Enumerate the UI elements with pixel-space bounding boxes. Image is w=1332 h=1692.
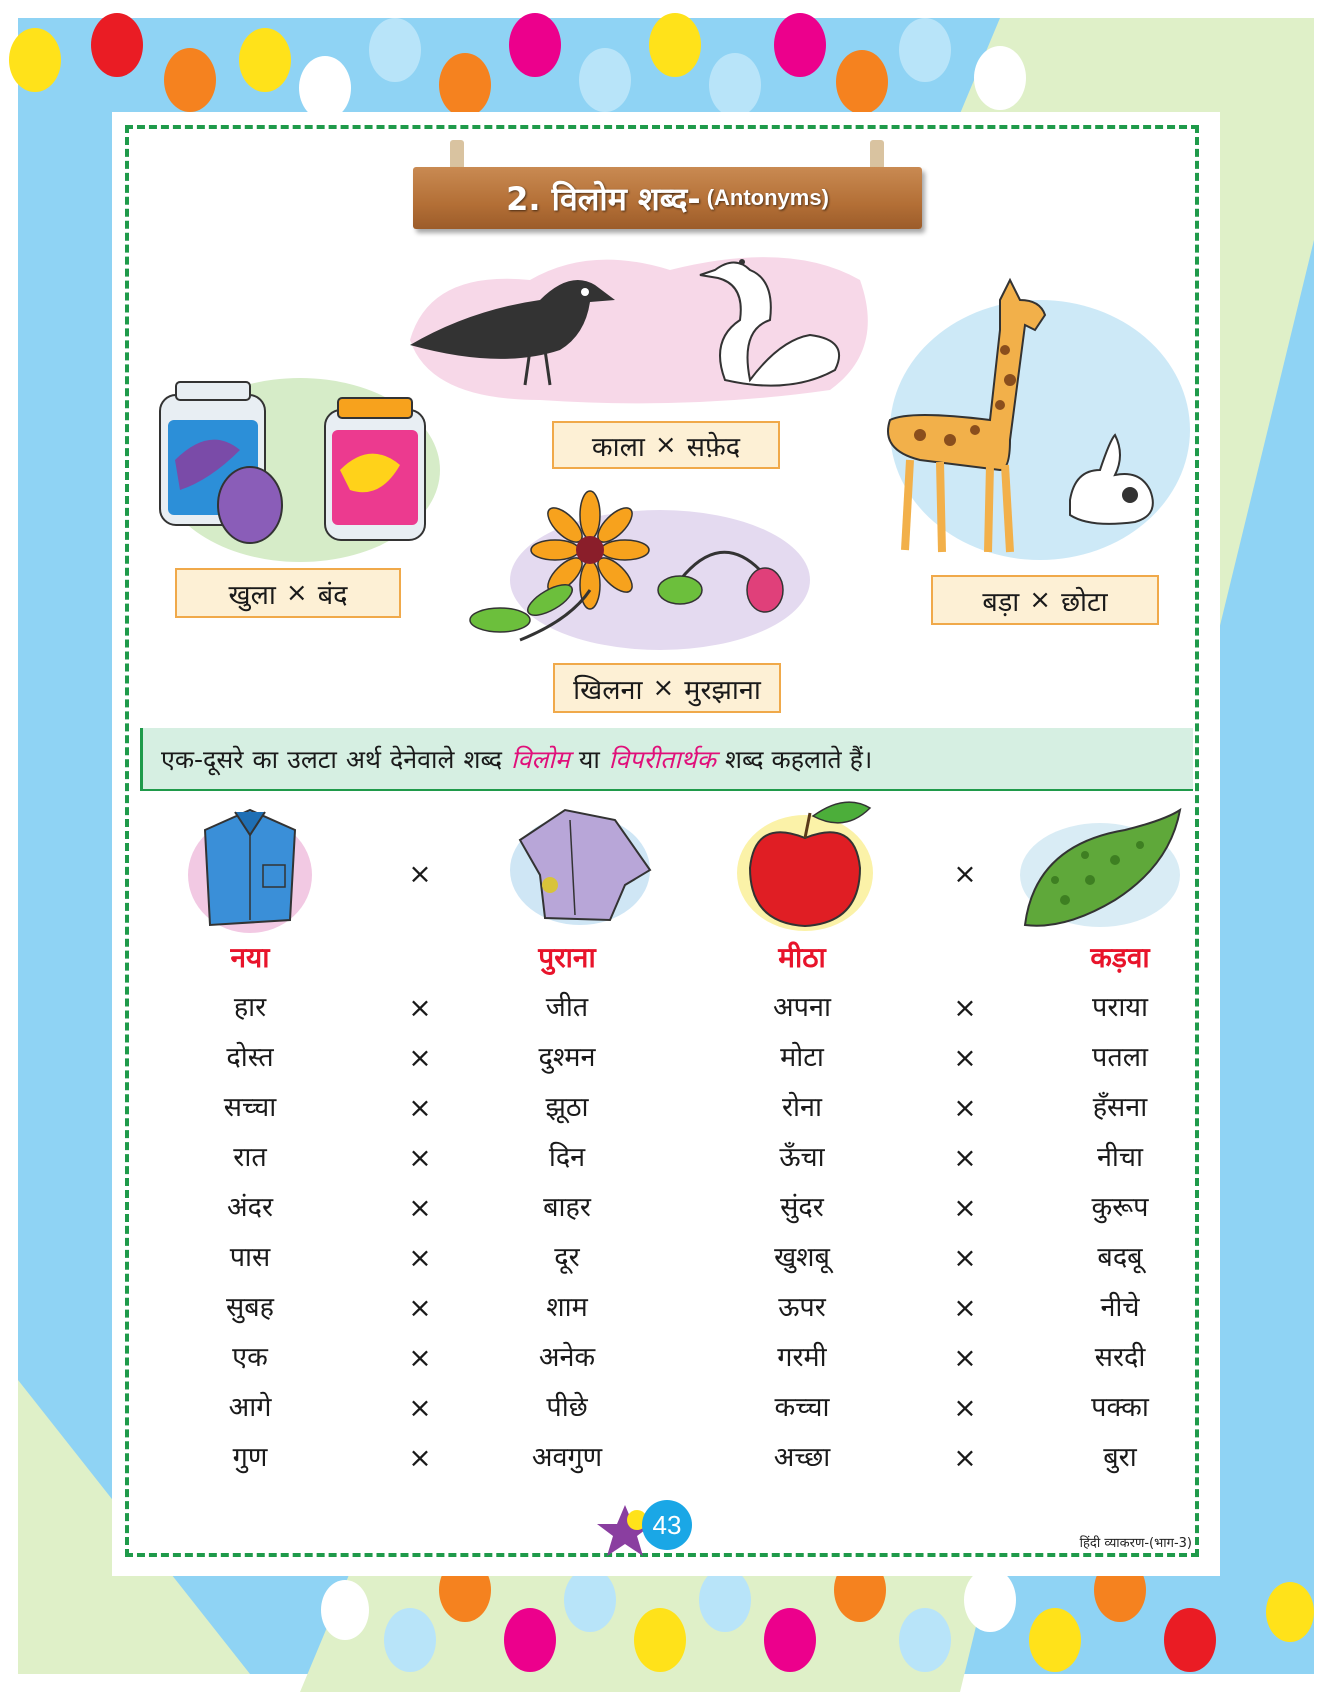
table-cell: ऊपर [778,1292,826,1323]
table-cell: अवगुण [531,1442,603,1473]
table-cell: शाम [546,1292,588,1323]
cross-sign: × [953,1041,977,1074]
table-cell: अपना [773,992,831,1023]
pair-word-a: खुला [228,579,276,611]
table-cell: रात [233,1142,267,1173]
definition-strip [140,728,1193,791]
table-cell: अच्छा [773,1442,831,1473]
cross-sign: × [953,991,977,1024]
pair-word-b: सफ़ेद [686,431,741,463]
table-cell: गरमी [777,1342,827,1373]
cross-sign: × [408,1341,432,1374]
table-cell: पक्का [1091,1392,1149,1423]
table-cell: बाहर [543,1192,591,1223]
table-cell: सुंदर [780,1192,824,1223]
cross-sign: × [953,1141,977,1174]
table-cell: गुण [232,1442,268,1473]
page-number: 43 [642,1500,692,1550]
cross-sign: × [1029,585,1052,615]
definition-highlight-vilom: विलोम [511,744,570,774]
definition-word: एक-दूसरे [161,744,244,774]
cross-sign: × [652,673,675,703]
cross-sign: × [654,430,677,460]
apple-illustration [735,798,880,933]
cross-sign: × [408,1141,432,1174]
cross-sign: × [953,1241,977,1274]
table-cell: सरदी [1094,1342,1146,1373]
definition-word: अर्थ [345,744,381,774]
table-cell: दिन [548,1142,586,1173]
pair-word-a: काला [591,431,645,463]
table-cell: झूठा [545,1092,589,1123]
page-subtitle: (Antonyms) [706,185,829,210]
table-cell: बुरा [1103,1442,1137,1473]
table-cell: पराया [1091,992,1149,1023]
table-cell: कुरूप [1091,1192,1149,1223]
old-shirt-illustration [505,800,655,930]
cross-sign: × [408,857,432,890]
table-header-sweet: मीठा [778,941,826,974]
definition-word: का [252,744,279,774]
giraffe-rabbit-illustration [860,270,1190,570]
book-footer: हिंदी व्याकरण-(भाग-3) [1079,1536,1192,1551]
pair-word-a: खिलना [573,674,643,706]
cross-sign: × [953,857,977,890]
definition-word: शब्द [463,744,503,774]
table-cell: हार [233,992,267,1023]
table-cell: रोना [781,1092,822,1123]
new-shirt-illustration [185,800,315,935]
cross-sign: × [408,991,432,1024]
table-cell: सच्चा [223,1092,277,1123]
pair-word-b: छोटा [1061,586,1108,618]
table-cell: हँसना [1092,1092,1148,1123]
table-cell: आगे [228,1392,272,1423]
table-header-old: पुराना [538,941,596,974]
cross-sign: × [408,1291,432,1324]
flower-illustration [460,490,820,660]
definition-highlight-viparitarthak: विपरीतार्थक [608,744,716,774]
table-header-new: नया [230,941,270,974]
table-cell: दूर [554,1242,580,1273]
pair-word-b: बंद [317,579,348,611]
table-cell: पास [229,1242,271,1273]
cross-sign: × [408,1041,432,1074]
pair-tag-black-white [552,421,780,469]
table-cell: नीचे [1100,1292,1140,1323]
table-cell: नीचा [1096,1142,1144,1173]
cross-sign: × [953,1441,977,1474]
table-cell: अंदर [226,1192,273,1223]
table-cell: पतला [1091,1042,1149,1073]
cross-sign: × [285,578,308,608]
table-cell: कच्चा [774,1392,830,1423]
page-title: 2. विलोम शब्द- [506,179,701,218]
cross-sign: × [953,1341,977,1374]
definition-word: देनेवाले [389,744,455,774]
pair-word-a: बड़ा [982,586,1020,618]
definition-word: या [578,744,600,774]
pair-tag-bloom-wilt [553,663,781,713]
table-cell: पीछे [546,1392,588,1423]
cross-sign: × [953,1291,977,1324]
table-header-bitter: कड़वा [1090,941,1150,974]
table-cell: अनेक [538,1342,596,1373]
bitter-gourd-illustration [1015,805,1185,935]
cross-sign: × [408,1191,432,1224]
pair-tag-big-small [931,575,1159,625]
cross-sign: × [408,1241,432,1274]
title-board [413,167,922,229]
definition-word: शब्द कहलाते हैं। [724,744,873,774]
table-cell: मोटा [780,1042,824,1073]
table-cell: ऊँचा [779,1142,825,1173]
table-cell: एक [232,1342,268,1373]
definition-word: उलटा [287,744,337,774]
table-cell: बदबू [1097,1242,1143,1273]
pair-tag-open-close [175,568,401,618]
cross-sign: × [953,1191,977,1224]
table-cell: जीत [545,992,589,1023]
pair-word-b: मुरझाना [684,674,761,706]
cross-sign: × [953,1091,977,1124]
table-cell: सुबह [225,1292,274,1323]
cross-sign: × [408,1091,432,1124]
crow-swan-illustration [390,240,890,410]
cross-sign: × [953,1391,977,1424]
cross-sign: × [408,1441,432,1474]
table-cell: खुशबू [774,1242,830,1273]
cross-sign: × [408,1391,432,1424]
table-cell: दुश्मन [538,1042,596,1073]
table-cell: दोस्त [226,1042,274,1073]
